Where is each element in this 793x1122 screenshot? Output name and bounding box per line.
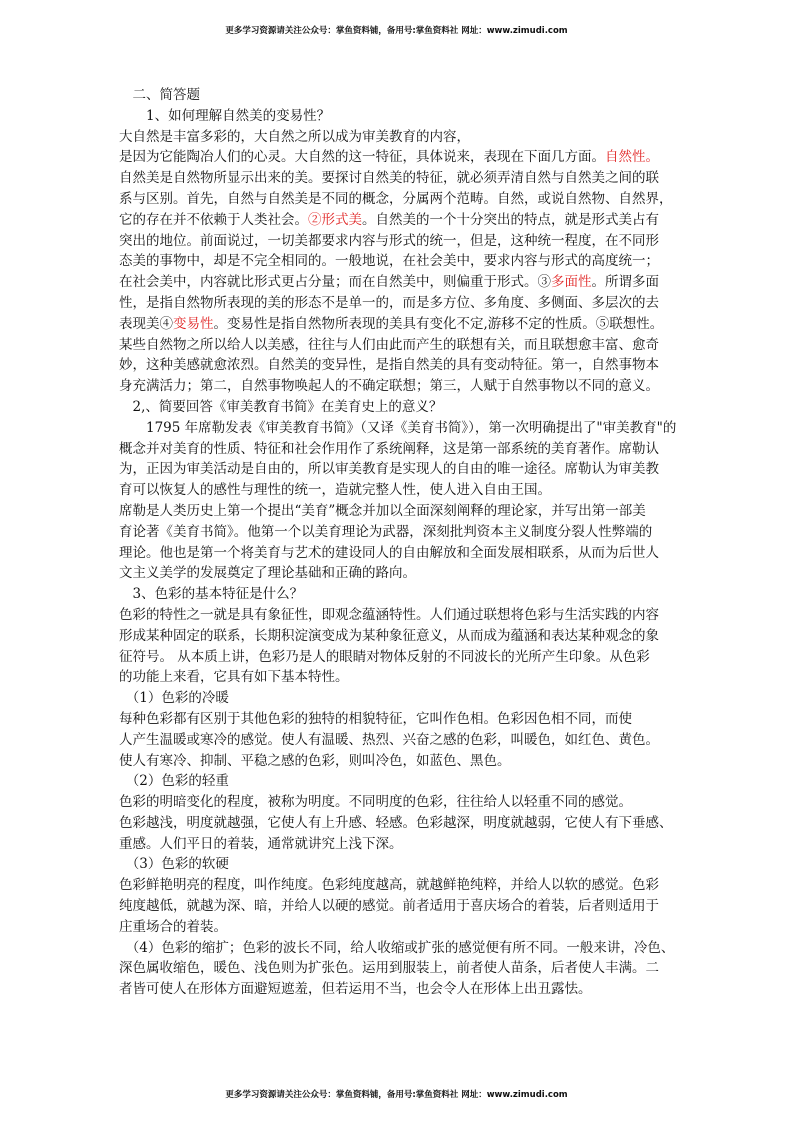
- highlight-text: 自然性。: [605, 149, 659, 166]
- text-line: [119, 335, 689, 356]
- text-line: [119, 314, 689, 335]
- text-line: [119, 439, 689, 460]
- indent: [119, 420, 146, 436]
- text-line: [119, 85, 689, 106]
- highlight-text: 多面性: [551, 274, 592, 291]
- text-line: [119, 563, 689, 584]
- text-line: [119, 688, 689, 709]
- indent: [119, 87, 133, 103]
- text-line: [119, 626, 689, 647]
- line-text: 态美的事物中，却是不完全相同的。一般地说，在社会美中，要求内容与形式的高度统一；: [119, 253, 659, 270]
- line-text: 某些自然物之所以给人以美感，往往与人们由此而产生的联想有关，而且联想愈丰富、愈奇: [119, 336, 659, 353]
- text-line: [119, 106, 689, 127]
- line-text: 大自然是丰富多彩的，大自然之所以成为审美教育的内容，: [119, 128, 470, 145]
- line-text: 是因为它能陶冶人们的心灵。大自然的这一特征，具体说来，表现在下面几方面。: [119, 149, 605, 166]
- text-line: [119, 709, 689, 730]
- text-line: [119, 293, 689, 314]
- line-text: 自然美是自然物所显示出来的美。要探讨自然美的特征，就必须弄清自然与自然美之间的联: [119, 170, 659, 187]
- line-text: （3）色彩的软硬: [132, 856, 229, 873]
- line-text: 使人有寒冷、抑制、平稳之感的色彩，则叫冷色，如蓝色、黑色。: [119, 752, 511, 769]
- line-text: 色彩鲜艳明亮的程度，叫作纯度。色彩纯度越高，就越鲜艳纯粹，并给人以软的感觉。色彩: [119, 877, 659, 894]
- line-text: （4）色彩的缩扩；色彩的波长不同，给人收缩或扩张的感觉便有所不同。一般来讲，冷色、: [132, 939, 675, 956]
- text-line: [119, 168, 689, 189]
- line-text: 系与区别。首先，自然与自然美是不同的概念，分属两个范畴。自然，或说自然物、自然界，: [119, 190, 673, 207]
- text-line: [119, 501, 689, 522]
- text-line: [119, 480, 689, 501]
- text-line: [119, 875, 689, 896]
- text-line: [119, 272, 689, 293]
- line-text: 纯度越低，就越为深、暗，并给人以硬的感觉。前者适用于喜庆场合的着装，后者则适用于: [119, 898, 659, 915]
- line-text: 理论。他也是第一个将美育与艺术的建设同人的自由解放和全面发展相联系，从而为后世人: [119, 544, 659, 561]
- indent: [119, 940, 133, 956]
- line-text: 深色属收缩色，暖色、浅色则为扩张色。运用到服装上，前者使人苗条，后者使人丰满。二: [119, 960, 659, 977]
- document-body: [119, 85, 689, 1000]
- line-text: 色彩的特性之一就是具有象征性，即观念蕴涵特性。人们通过联想将色彩与生活实践的内容: [119, 606, 659, 623]
- line-text: 的功能上来看，它具有如下基本特性。: [119, 669, 349, 686]
- indent: [119, 690, 133, 706]
- text-line: [119, 127, 689, 148]
- text-line: [119, 958, 689, 979]
- line-text: 征符号。 从本质上讲，色彩乃是人的眼睛对物体反射的不同波长的光所产生印象。从色彩: [119, 648, 650, 665]
- line-text: 妙，这种美感就愈浓烈。自然美的变异性，是指自然美的具有变动特征。第一，自然事物本: [119, 357, 659, 374]
- text-line: [119, 231, 689, 252]
- line-text: 文主义美学的发展奠定了理论基础和正确的路向。: [119, 565, 416, 582]
- text-line: [119, 397, 689, 418]
- line-text: 色彩的明暗变化的程度，被称为明度。不同明度的色彩，往往给人以轻重不同的感觉。: [119, 794, 632, 811]
- text-line: [119, 834, 689, 855]
- text-line: [119, 251, 689, 272]
- text-line: [119, 147, 689, 168]
- text-line: [119, 647, 689, 668]
- text-line: [119, 355, 689, 376]
- text-line: [119, 792, 689, 813]
- line-text: 概念并对美育的性质、特征和社会作用作了系统阐释，这是第一部系统的美育著作。席勒认: [119, 440, 659, 457]
- line-text: 二、简答题: [132, 87, 200, 103]
- indent: [119, 399, 133, 415]
- text-line: [119, 459, 689, 480]
- highlight-text: 变易性: [173, 315, 214, 332]
- page-footer: 更多学习资源请关注公众号：掌鱼资料铺，备用号:掌鱼资料社 网址：www.zimudi.com: [225, 1090, 568, 1100]
- text-line: [119, 543, 689, 564]
- text-line: [119, 917, 689, 938]
- line-text: 形成某种固定的联系，长期积淀演变成为某种象征意义，从而成为蕴涵和表达某种观念的象: [119, 627, 659, 644]
- text-line: [119, 813, 689, 834]
- line-text: 每种色彩都有区别于其他色彩的独特的相貌特征，它叫作色相。色彩因色相不同，而使: [119, 710, 632, 727]
- text-line: [119, 730, 689, 751]
- line-text: 突出的地位。前面说过，一切美都要求内容与形式的统一，但是，这种统一程度，在不同形: [119, 232, 659, 249]
- indent: [119, 586, 133, 602]
- highlight-text: ②形式美: [308, 211, 362, 228]
- line-text: 色彩越浅，明度就越强，它使人有上升感、轻感。色彩越深，明度就越弱，它使人有下垂感、: [119, 814, 673, 831]
- text-line: [119, 854, 689, 875]
- line-text: 人产生温暖或寒冷的感觉。使人有温暖、热烈、兴奋之感的色彩，叫暖色，如红色、黄色。: [119, 731, 659, 748]
- text-line: [119, 979, 689, 1000]
- line-text: 2,、简要回答《审美教育书简》在美育史上的意义？: [132, 398, 443, 415]
- line-text: 。所谓多面: [591, 274, 659, 291]
- line-text: 它的存在并不依赖于人类社会。: [119, 211, 308, 228]
- line-text: 1795 年席勒发表《审美教育书简》（又译《美育书简》），第一次明确提出了"审美教育"的: [146, 419, 677, 436]
- line-text: （1）色彩的冷暖: [132, 690, 229, 707]
- text-line: [119, 751, 689, 772]
- text-line: [119, 210, 689, 231]
- text-line: [119, 667, 689, 688]
- text-line: [119, 771, 689, 792]
- line-text: 3、色彩的基本特征是什么？: [132, 586, 304, 603]
- line-text: 表现美④: [119, 315, 173, 332]
- line-text: 席勒是人类历史上第一个提出“美育”概念并加以全面深刻阐释的理论家，并写出第一部美: [119, 502, 646, 519]
- line-text: 。自然美的一个十分突出的特点，就是形式美占有: [362, 211, 659, 228]
- text-line: [119, 189, 689, 210]
- text-line: [119, 584, 689, 605]
- line-text: 重感。人们平日的着装，通常就讲究上浅下深。: [119, 835, 403, 852]
- line-text: 庄重场合的着装。: [119, 918, 227, 935]
- text-line: [119, 522, 689, 543]
- text-line: [119, 896, 689, 917]
- line-text: 为，正因为审美活动是自由的，所以审美教育是实现人的自由的唯一途径。席勒认为审美教: [119, 461, 659, 478]
- line-text: 育论著《美育书简》。他第一个以美育理论为武器，深刻批判资本主义制度分裂人性弊端的: [119, 523, 653, 540]
- text-line: [119, 418, 689, 439]
- line-text: 性，是指自然物所表现的美的形态不是单一的，而是多方位、多角度、多侧面、多层次的去: [119, 294, 659, 311]
- line-text: 在社会美中，内容就比形式更占分量；而在自然美中，则偏重于形式。③: [119, 274, 551, 291]
- line-text: 育可以恢复人的感性与理性的统一，造就完整人性，使人进入自由王国。: [119, 482, 551, 499]
- text-line: [119, 938, 689, 959]
- line-text: 者皆可使人在形体方面避短遮羞，但若运用不当，也会令人在形体上出丑露怯。: [119, 981, 592, 998]
- line-text: 1、如何理解自然美的变易性？: [146, 107, 331, 124]
- indent: [119, 856, 133, 872]
- text-line: [119, 376, 689, 397]
- line-text: （2）色彩的轻重: [132, 773, 229, 790]
- page-header: 更多学习资源请关注公众号：掌鱼资料铺，备用号:掌鱼资料社 网址：www.zimudi.com: [225, 26, 568, 36]
- line-text: 身充满活力；第二，自然事物唤起人的不确定联想；第三，人赋于自然事物以不同的意义。: [119, 378, 659, 395]
- line-text: 。变易性是指自然物所表现的美具有变化不定,游移不定的性质。⑤联想性。: [213, 315, 664, 332]
- indent: [119, 108, 146, 124]
- text-line: [119, 605, 689, 626]
- indent: [119, 773, 133, 789]
